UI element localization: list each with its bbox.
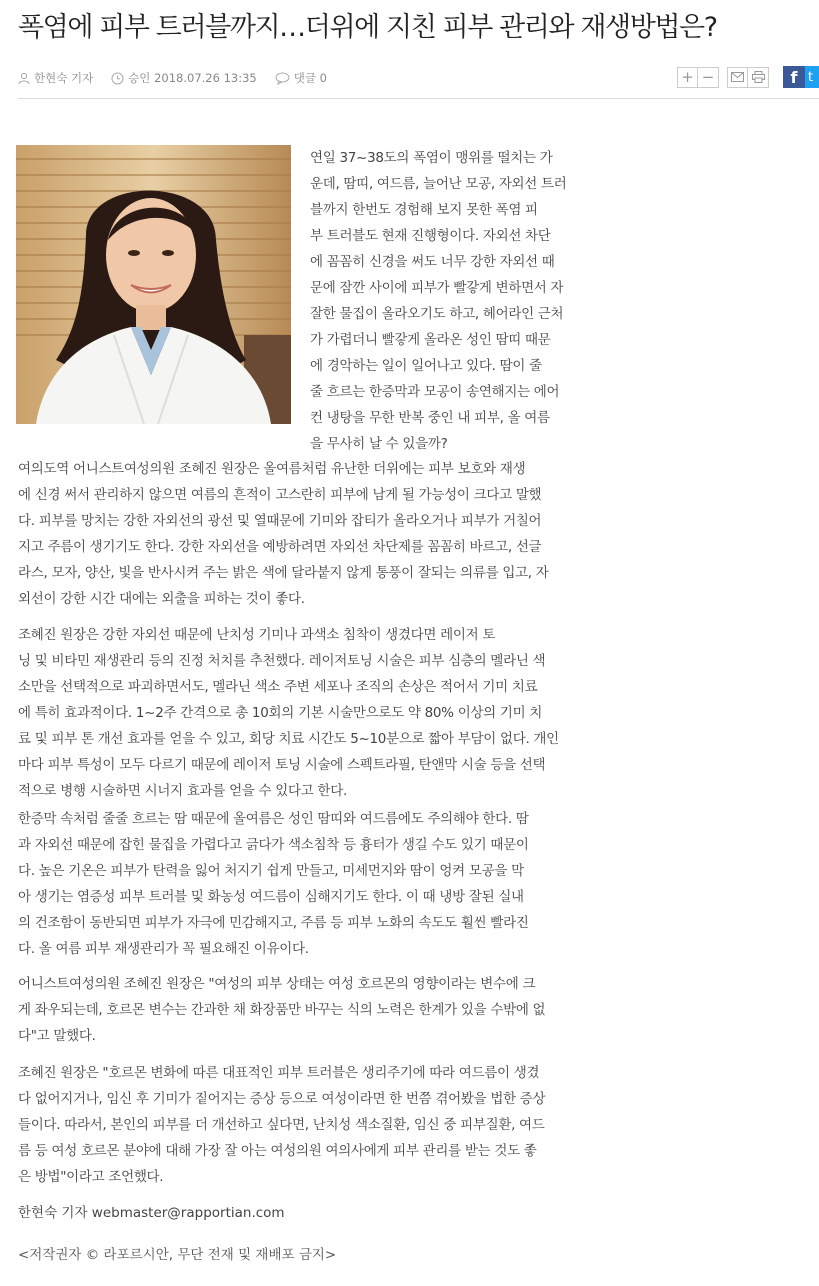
text-line: 조혜진 원장은 강한 자외선 때문에 난치성 기미나 과색소 침착이 생겼다면 레이저 토 (18, 627, 496, 643)
text-line: 컨 냉탕을 무한 반복 중인 내 피부, 올 여름 (310, 410, 550, 426)
text-line: 다. 피부를 망치는 강한 자외선의 광선 및 열때문에 기미와 잡티가 올라오거나 피부가 거칠어 (18, 513, 542, 529)
comment-icon (275, 72, 290, 85)
comment-meta[interactable] (275, 70, 327, 86)
text-line: 게 좌우되는데, 호르몬 변수는 간과한 채 화장품만 바꾸는 식의 노력은 한계가 있을 수밖에 없 (18, 1002, 546, 1018)
text-line: 닝 및 비타민 재생관리 등의 진정 처치를 추천했다. 레이저토닝 시술은 피부 심층의 멜라닌 색 (18, 653, 546, 669)
reporter-byline[interactable]: 한현숙 기자 webmaster@rapportian.com (18, 1205, 285, 1221)
facebook-share-button[interactable]: f (783, 66, 805, 88)
email-button[interactable] (727, 67, 748, 88)
twitter-share-button[interactable]: t (805, 66, 819, 88)
font-decrease-button[interactable]: − (698, 67, 719, 88)
text-line: 다"고 말했다. (18, 1028, 96, 1044)
text-line: 한증막 속처럼 줄줄 흐르는 땀 때문에 올여름은 성인 땀띠와 여드름에도 주의해야 한다. 땀 (18, 811, 529, 827)
text-line: 들이다. 따라서, 본인의 피부를 더 개선하고 싶다면, 난치성 색소질환, 임신 중 피부질환, 여드 (18, 1117, 545, 1133)
article-meta (18, 66, 345, 90)
text-line: 지고 주름이 생기기도 한다. 강한 자외선을 예방하려면 자외선 차단제를 꼼꼼히 바르고, 선글 (18, 539, 542, 555)
text-line: 연일 37~38도의 폭염이 맹위를 떨치는 가 (310, 150, 553, 166)
article-title: 폭염에 피부 트러블까지…더위에 지친 피부 관리와 재생방법은? (18, 12, 717, 43)
mail-icon (731, 72, 744, 82)
text-line: 줄 흐르는 한증막과 모공이 송연해지는 에어 (310, 384, 560, 400)
text-line: 가 가렵더니 빨갛게 올라온 성인 땀띠 때문 (310, 332, 551, 348)
article-toolbar (677, 66, 819, 88)
text-line: 의 건조함이 동반되면 피부가 자극에 민감해지고, 주름 등 피부 노화의 속도도 훨씬 빨라진 (18, 915, 529, 931)
font-size-controls (677, 67, 719, 88)
text-line: 외선이 강한 시간 대에는 외출을 피하는 것이 좋다. (18, 591, 305, 607)
text-line: 부 트러블도 현재 진행형이다. 자외선 차단 (310, 228, 551, 244)
text-line: 다 없어지거나, 임신 후 기미가 짙어지는 증상 등으로 여성이라면 한 번쯤 겪어봤을 법한 증상 (18, 1091, 546, 1107)
text-line: 은 방법"이라고 조언했다. (18, 1169, 164, 1185)
article-photo (16, 145, 291, 424)
text-line: 마다 피부 특성이 모두 다르기 때문에 레이저 토닝 시술에 스펙트라필, 탄앤막 시술 등을 선택 (18, 757, 546, 773)
text-line: 잘한 물집이 올라오기도 하고, 헤어라인 근처 (310, 306, 564, 322)
text-line: 에 경악하는 일이 일어나고 있다. 땀이 줄 (310, 358, 542, 374)
text-line: 조혜진 원장은 "호르몬 변화에 따른 대표적인 피부 트러블은 생리주기에 따라 여드름이 생겼 (18, 1065, 540, 1081)
text-line: 적으로 병행 시술하면 시너지 효과를 얻을 수 있다고 한다. (18, 783, 347, 799)
intro-paragraph (310, 145, 567, 457)
text-line: 름 등 여성 호르몬 분야에 대해 가장 잘 아는 여성의원 여의사에게 피부 관리를 받는 것도 좋 (18, 1143, 537, 1159)
print-icon (752, 71, 765, 83)
text-line: 어니스트여성의원 조혜진 원장은 "여성의 피부 상태는 여성 호르몬의 영향이라는 변수에 크 (18, 976, 536, 992)
date-meta (111, 70, 257, 86)
text-line: 아 생기는 염증성 피부 트러블 및 화농성 여드름이 심해지기도 한다. 이 때 냉방 잘된 실내 (18, 889, 524, 905)
body-paragraph-5 (18, 1060, 545, 1190)
text-line: 운데, 땀띠, 여드름, 늘어난 모공, 자외선 트러 (310, 176, 567, 192)
text-line: 라스, 모자, 양산, 빛을 반사시켜 주는 밝은 색에 달라붙지 않게 통풍이 잘되는 의류를 입고, 자 (18, 565, 549, 581)
body-paragraph-2 (18, 622, 559, 804)
share-controls (727, 67, 769, 88)
font-increase-button[interactable]: + (677, 67, 698, 88)
text-line: 과 자외선 때문에 잡힌 물집을 가렵다고 긁다가 색소침착 등 흉터가 생길 수도 있기 때문이 (18, 837, 529, 853)
header-divider (18, 98, 819, 99)
text-line: 소만을 선택적으로 파괴하면서도, 멜라닌 색소 주변 세포나 조직의 손상은 적어서 기미 치료 (18, 679, 538, 695)
approved-date: 승인 2018.07.26 13:35 (128, 71, 257, 85)
author-name[interactable]: 한현숙 기자 (34, 71, 94, 85)
body-paragraph-3 (18, 806, 529, 962)
print-button[interactable] (748, 67, 769, 88)
doctor-portrait-image (16, 145, 291, 424)
body-paragraph-1 (18, 456, 549, 612)
clock-icon (111, 72, 124, 85)
text-line: 여의도역 어니스트여성의원 조혜진 원장은 올여름처럼 유난한 더위에는 피부 보호와 재생 (18, 461, 526, 477)
comment-count[interactable]: 댓글 0 (293, 71, 327, 85)
text-line: 블까지 한번도 경험해 보지 못한 폭염 피 (310, 202, 538, 218)
text-line: 다. 높은 기온은 피부가 탄력을 잃어 처지기 쉽게 만들고, 미세먼지와 땀이 엉켜 모공을 막 (18, 863, 524, 879)
text-line: 에 특히 효과적이다. 1~2주 간격으로 총 10회의 기본 시술만으로도 약 80% 이상의 기미 치 (18, 705, 543, 721)
author-meta (18, 70, 93, 86)
text-line: 에 신경 써서 관리하지 않으면 여름의 흔적이 고스란히 피부에 남게 될 가능성이 크다고 말했 (18, 487, 542, 503)
text-line: 문에 잠깐 사이에 피부가 빨갛게 변하면서 자 (310, 280, 564, 296)
text-line: 료 및 피부 톤 개선 효과를 얻을 수 있고, 회당 치료 시간도 5~10분으로 짧아 부담이 없다. 개인 (18, 731, 559, 747)
text-line: 다. 올 여름 피부 재생관리가 꼭 필요해진 이유이다. (18, 941, 309, 957)
text-line: 을 무사히 날 수 있을까? (310, 436, 448, 452)
person-icon (18, 72, 30, 84)
text-line: 에 꼼꼼히 신경을 써도 너무 강한 자외선 때 (310, 254, 555, 270)
copyright-notice: <저작권자 © 라포르시안, 무단 전재 및 재배포 금지> (18, 1247, 337, 1263)
body-paragraph-4 (18, 971, 545, 1049)
